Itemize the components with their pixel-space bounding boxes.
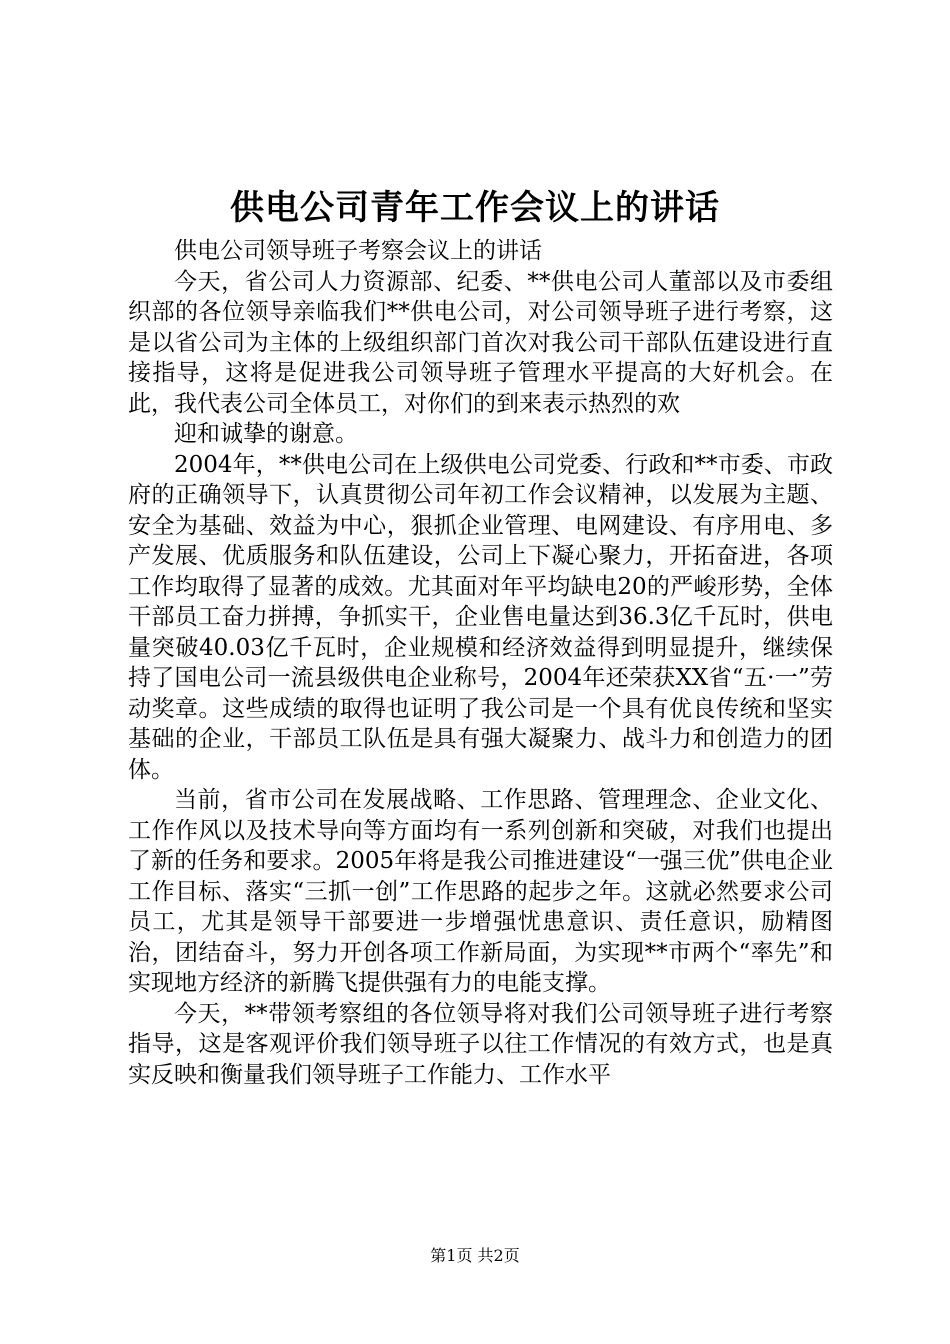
paragraph: 迎和诚挚的谢意。 [174,421,358,447]
paragraph: 今天，省公司人力资源部、纪委、**供电公司人董部以及市委组织部的各位领导亲临我们**供电公司，对公司领导班子进行考察，这是以省公司为主体的上级组织部门首次对我公司干部队伍建设进行直接指导，这将是促进我公司领导班子管理水平提高的大好机会。在此，我代表公司全体员工，对你们的到来表示热烈的欢 [128,268,833,417]
page-number-footer: 第1页 共2页 [430,1246,520,1265]
paragraph: 2004年，**供电公司在上级供电公司党委、行政和**市委、市政府的正确领导下，认真贯彻公司年初工作会议精神，以发展为主题、安全为基础、效益为中心，狠抓企业管理、电网建设、有序用电、多产发展、优质服务和队伍建设，公司上下凝心聚力，开拓奋进，各项工作均取得了显著的成效。尤其面对年平均缺电20的严峻形势，全体干部员工奋力拼搏，争抓实干，企业售电量达到36.3亿千瓦时，供电量突破40.03亿千瓦时，企业规模和经济效益得到明显提升，继续保持了国电公司一流县级供电企业称号，2004年还荣获XX省“五·一”劳动奖章。这些成绩的取得也证明了我公司是一个具有优良传统和坚实基础的企业，干部员工队伍是具有强大凝聚力、战斗力和创造力的团体。 [128,451,833,783]
paragraph-subtitle: 供电公司领导班子考察会议上的讲话 [174,238,542,264]
paragraph: 今天，**带领考察组的各位领导将对我们公司领导班子进行考察指导，这是客观评价我们领导班子以往工作情况的有效方式，也是真实反映和衡量我们领导班子工作能力、工作水平 [128,1000,833,1088]
paragraph: 当前，省市公司在发展战略、工作思路、管理理念、企业文化、工作作风以及技术导向等方面均有一系列创新和突破，对我们也提出了新的任务和要求。2005年将是我公司推进建设“一强三优”供电企业工作目标、落实“三抓一创”工作思路的起步之年。这就必然要求公司员工，尤其是领导干部要进一步增强忧患意识、责任意识，励精图治，团结奋斗，努力开创各项工作新局面，为实现**市两个“率先”和实现地方经济的新腾飞提供强有力的电能支撑。 [128,787,833,996]
document-body [128,236,833,1090]
page-title: 供电公司青年工作会议上的讲话 [230,188,720,228]
